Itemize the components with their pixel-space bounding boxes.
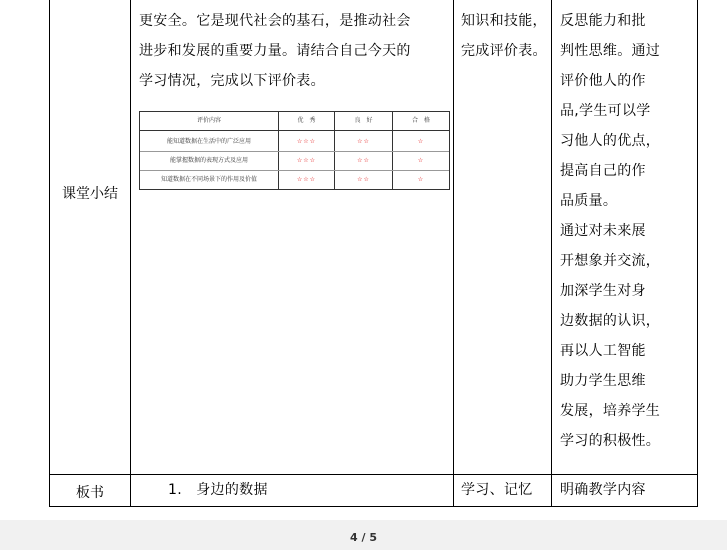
- intent-line: 品质量。: [560, 193, 618, 209]
- table-divider-3: [551, 0, 552, 507]
- header-criteria: 评价内容: [196, 117, 221, 124]
- summary-content-line: 进步和发展的重要力量。请结合自己今天的: [139, 43, 411, 59]
- summary-content: [139, 6, 451, 96]
- eval-criteria: 能知道数据在生活中的广泛应用: [166, 138, 251, 145]
- intent-line: 助力学生思维: [560, 373, 646, 389]
- summary-activity: [461, 6, 551, 66]
- pass-stars: ☆: [417, 157, 425, 164]
- eval-criteria: 能掌握数据的表现方式及应用: [169, 157, 248, 164]
- intent-line: 加深学生对身: [560, 283, 646, 299]
- summary-content-line: 更安全。它是现代社会的基石，是推动社会: [139, 13, 411, 29]
- intent-line: 评价他人的作: [560, 73, 646, 89]
- evaluation-row: [140, 171, 449, 189]
- excellent-stars: ☆☆☆: [296, 157, 317, 164]
- eval-criteria: 知道数据在不同场景下的作用及价值: [160, 176, 257, 183]
- evaluation-table: [139, 111, 450, 190]
- intent-line: 学习的积极性。: [560, 433, 661, 449]
- intent-line: 习他人的优点，: [560, 133, 661, 149]
- intent-line: 再以人工智能: [560, 343, 646, 359]
- intent-line: 反思能力和批: [560, 13, 646, 29]
- summary-content-line: 学习情况，完成以下评价表。: [139, 73, 325, 89]
- evaluation-row: [140, 152, 449, 171]
- table-border-bottom: [49, 506, 698, 507]
- intent-line: 品,学生可以学: [560, 103, 651, 119]
- board-intent: 明确教学内容: [560, 482, 646, 498]
- intent-line: 发展，培养学生: [560, 403, 661, 419]
- intent-line: 提高自己的作: [560, 163, 646, 179]
- summary-activity-line: 完成评价表。: [461, 43, 547, 59]
- good-stars: ☆☆: [357, 176, 370, 183]
- header-good: 良 好: [354, 117, 373, 124]
- good-stars: ☆☆: [357, 157, 370, 164]
- header-pass: 合 格: [411, 117, 430, 124]
- board-label: 板书: [76, 485, 104, 501]
- table-divider-1: [130, 0, 131, 507]
- board-activity: 学习、记忆: [461, 482, 533, 498]
- evaluation-table-header: [140, 112, 449, 131]
- summary-intent: [560, 6, 697, 456]
- intent-line: 边数据的认识，: [560, 313, 661, 329]
- table-divider-2: [453, 0, 454, 507]
- intent-line: 通过对未来展: [560, 223, 646, 239]
- summary-label: 课堂小结: [62, 186, 118, 202]
- table-border-right: [697, 0, 698, 507]
- board-content: 1. 身边的数据: [168, 482, 268, 498]
- table-border-left: [49, 0, 50, 507]
- evaluation-row: [140, 133, 449, 152]
- excellent-stars: ☆☆☆: [296, 138, 317, 145]
- page-number: 4 / 5: [350, 531, 377, 544]
- good-stars: ☆☆: [357, 138, 370, 145]
- summary-activity-line: 知识和技能，: [461, 13, 547, 29]
- excellent-stars: ☆☆☆: [296, 176, 317, 183]
- intent-line: 开想象并交流，: [560, 253, 661, 269]
- header-excellent: 优 秀: [297, 117, 316, 124]
- intent-line: 判性思维。通过: [560, 43, 661, 59]
- pass-stars: ☆: [417, 176, 425, 183]
- pass-stars: ☆: [417, 138, 425, 145]
